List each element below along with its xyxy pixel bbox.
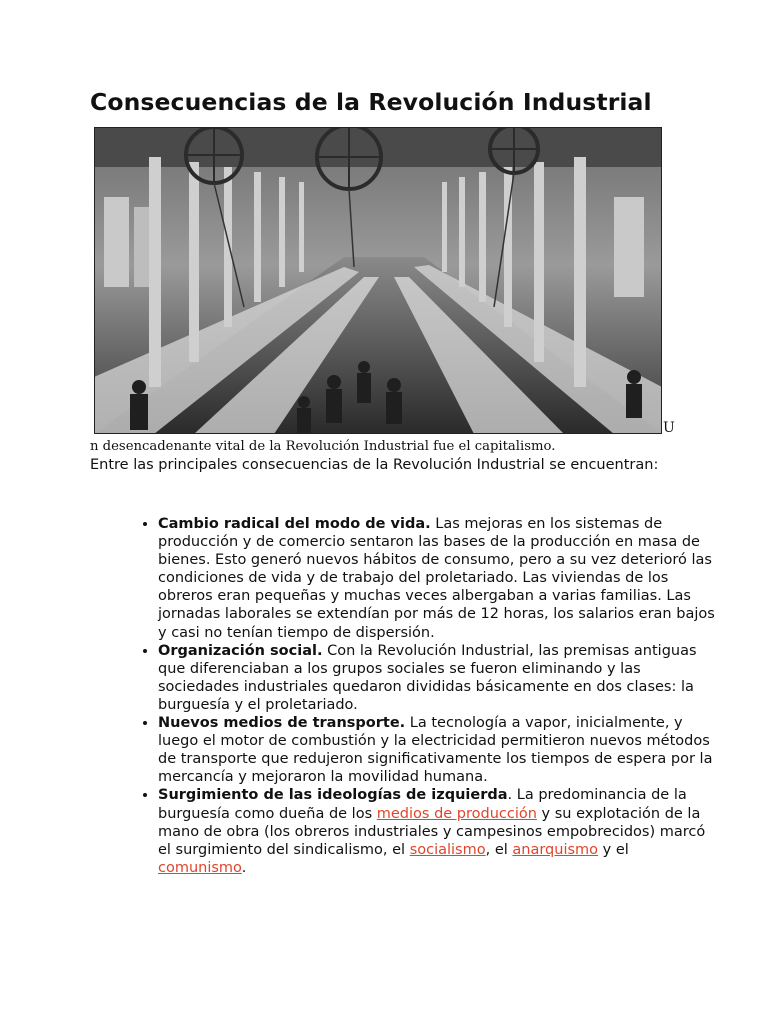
list-item xyxy=(158,515,718,642)
factory-photo xyxy=(94,127,662,434)
list-item-text: . xyxy=(241,859,247,876)
list-item-text: y el xyxy=(598,841,629,858)
link-comunismo[interactable]: comunismo xyxy=(158,859,242,876)
list-item-text: y su explotación de la mano de obra (los obreros industriales y campesinos empobrecidos) marcó el surgimiento del sindicalismo, el xyxy=(158,805,706,858)
list-item-text: Las mejoras en los sistemas de producción y de comercio sentaron las bases de la producción en masa de bienes. Esto generó nuevos hábitos de consumo, pero a su vez deterioró las condiciones de vida y de trabajo del proletariado. Las viviendas de los obreros eran pequeñas y muchas veces albergaban a varias familias. Las jornadas laborales se extendían por más de 12 horas, los salarios eran bajos y casi no tenían tiempo de dispersión. xyxy=(158,516,715,641)
factory-photo-illustration xyxy=(94,127,662,434)
list-item-text: Con la Revolución Industrial, las premisas antiguas que diferenciaban a los grupos sociales se fueron eliminando y las sociedades industriales quedaron divididas básicamente en dos clases: la burguesía y el proletariado. xyxy=(158,642,697,713)
list-item-heading: Surgimiento de las ideologías de izquierda xyxy=(158,787,508,804)
list-item-text: La tecnología a vapor, inicialmente, y luego el motor de combustión y la electricidad permitieron nuevos métodos de transporte que redujeron significativamente los tiempos de espera por la mercancía y mejoraron la movilidad humana. xyxy=(158,715,713,786)
list-item xyxy=(158,642,718,714)
link-anarquismo[interactable]: anarquismo xyxy=(512,841,599,858)
intro-paragraph: Entre las principales consecuencias de la Revolución Industrial se encuentran: xyxy=(90,457,659,473)
list-item-heading: Cambio radical del modo de vida. xyxy=(158,516,431,532)
image-caption: n desencadenante vital de la Revolución Industrial fue el capitalismo. xyxy=(90,439,556,454)
list-item xyxy=(158,786,718,876)
list-item-text: , el xyxy=(485,841,513,858)
page-title: Consecuencias de la Revolución Industrial xyxy=(90,88,652,116)
link-socialismo[interactable]: socialismo xyxy=(409,841,486,858)
list-item xyxy=(158,714,718,786)
caption-initial: U xyxy=(663,420,675,436)
consequences-list xyxy=(130,515,718,877)
link-medios-de-produccion[interactable]: medios de producción xyxy=(376,805,537,822)
list-item-heading: Nuevos medios de transporte. xyxy=(158,715,406,732)
list-item-text: . La predominancia de la burguesía como dueña de los xyxy=(158,787,687,822)
list-item-heading: Organización social. xyxy=(158,642,323,659)
